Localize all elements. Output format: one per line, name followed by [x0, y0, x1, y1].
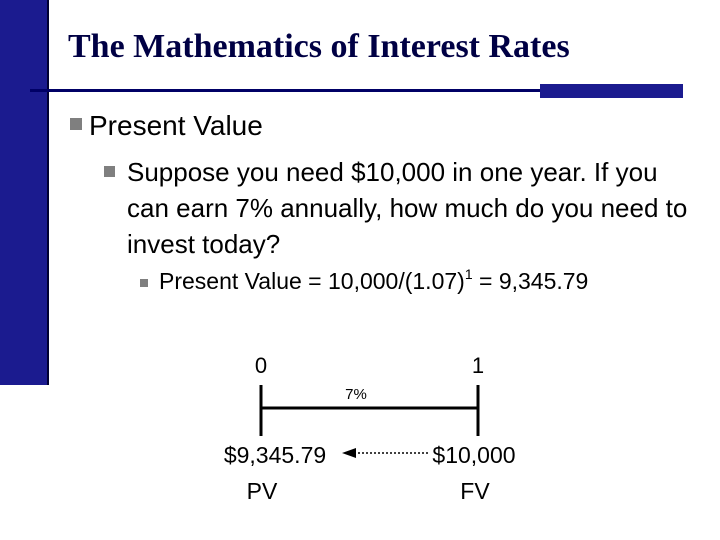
timeline-rate-label: 7%	[345, 386, 367, 403]
bullet-level-2-text: Suppose you need $10,000 in one year. If you can earn 7% annually, how much do you need to invest today?	[127, 157, 688, 259]
timeline-end-label: 1	[471, 353, 485, 378]
pv-label: PV	[246, 478, 278, 504]
discount-arrow-head-icon	[342, 448, 356, 458]
title-rule-accent	[540, 84, 683, 98]
fv-label: FV	[460, 478, 490, 504]
formula-exponent: 1	[464, 266, 473, 282]
bullet-level-3	[140, 268, 588, 295]
title-rule	[30, 89, 540, 92]
fv-amount: $10,000	[432, 442, 516, 468]
slide-title: The Mathematics of Interest Rates	[68, 28, 570, 65]
formula-prefix: Present Value = 10,000/(1.07)	[159, 268, 465, 294]
formula-result: = 9,345.79	[472, 268, 589, 294]
square-bullet-icon	[140, 279, 148, 287]
pv-amount: $9,345.79	[223, 442, 327, 468]
timeline-start-label: 0	[254, 353, 268, 378]
square-bullet-icon	[70, 118, 82, 130]
left-accent-bar	[0, 0, 47, 385]
bullet-level-1-text: Present Value	[89, 110, 263, 141]
square-bullet-icon	[104, 166, 115, 177]
bullet-level-2	[104, 154, 704, 262]
bullet-level-1	[70, 110, 263, 142]
